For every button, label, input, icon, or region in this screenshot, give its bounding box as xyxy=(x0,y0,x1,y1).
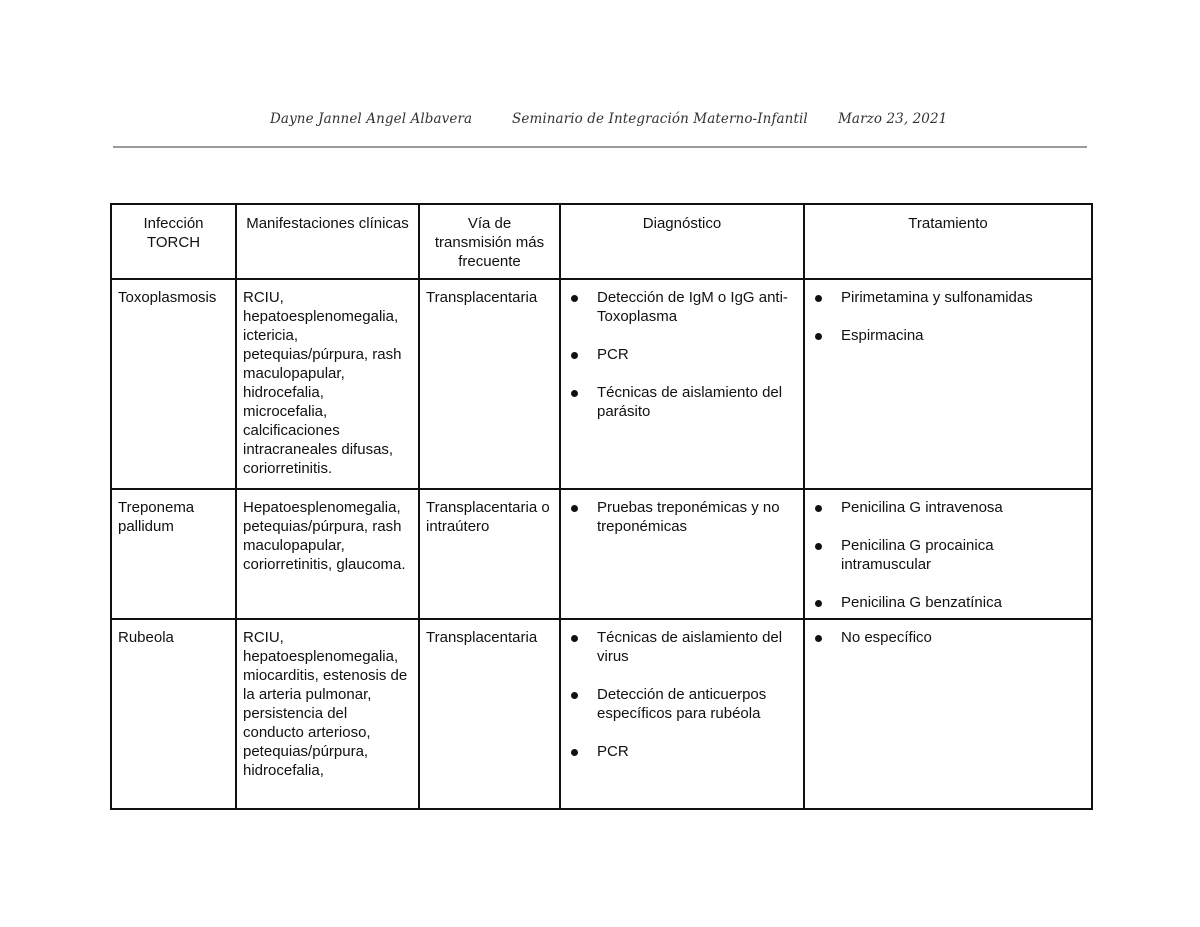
cell-transmission: Transplacentaria xyxy=(419,279,560,489)
treatment-item: Pirimetamina y sulfonamidas xyxy=(841,288,1085,307)
treatment-item: Penicilina G intravenosa xyxy=(841,498,1085,517)
diagnosis-item: Detección de IgM o IgG anti-Toxoplasma xyxy=(597,288,797,326)
header-date: Marzo 23, 2021 xyxy=(838,111,948,127)
column-header-transmission: Vía de transmisión más frecuente xyxy=(419,204,560,279)
treatment-item: Penicilina G benzatínica xyxy=(841,593,1085,612)
cell-infection: Rubeola xyxy=(111,619,236,809)
diagnosis-item: Técnicas de aislamiento del virus xyxy=(597,628,797,666)
diagnosis-item: PCR xyxy=(597,345,797,364)
cell-manifestations: Hepatoesplenomegalia, petequias/púrpura, rash maculopapular, coriorretinitis, glaucoma. xyxy=(236,489,419,619)
diagnosis-item: Pruebas treponémicas y no treponémicas xyxy=(597,498,797,536)
cell-infection: Toxoplasmosis xyxy=(111,279,236,489)
diagnosis-item: PCR xyxy=(597,742,797,761)
treatment-item: Espirmacina xyxy=(841,326,1085,345)
treatment-list xyxy=(811,628,1085,647)
cell-infection: Treponema pallidum xyxy=(111,489,236,619)
cell-manifestations: RCIU, hepatoesplenomegalia, miocarditis, estenosis de la arteria pulmonar, persistencia del conducto arterioso, petequias/púrpura, hidrocefalia, xyxy=(236,619,419,809)
treatment-list xyxy=(811,498,1085,612)
cell-treatment xyxy=(804,489,1092,619)
table-row-toxoplasmosis xyxy=(111,279,1092,489)
cell-diagnosis xyxy=(560,279,804,489)
treatment-list xyxy=(811,288,1085,345)
treatment-item: No específico xyxy=(841,628,1085,647)
cell-diagnosis xyxy=(560,619,804,809)
cell-transmission: Transplacentaria o intraútero xyxy=(419,489,560,619)
cell-treatment xyxy=(804,279,1092,489)
page-header xyxy=(0,111,1200,133)
diagnosis-item: Detección de anticuerpos específicos para rubéola xyxy=(597,685,797,723)
torch-table xyxy=(110,203,1093,810)
header-author: Dayne Jannel Angel Albavera xyxy=(270,111,473,127)
table-row-rubeola xyxy=(111,619,1092,809)
cell-diagnosis xyxy=(560,489,804,619)
header-divider xyxy=(113,146,1087,148)
table-header-row xyxy=(111,204,1092,279)
diagnosis-list xyxy=(567,498,797,536)
cell-manifestations: RCIU, hepatoesplenomegalia, ictericia, petequias/púrpura, rash maculopapular, hidrocefalia, microcefalia, calcificaciones intracraneales difusas, coriorretinitis. xyxy=(236,279,419,489)
cell-treatment xyxy=(804,619,1092,809)
table-row-treponema xyxy=(111,489,1092,619)
header-course: Seminario de Integración Materno-Infantil xyxy=(512,111,808,127)
treatment-item: Penicilina G procainica intramuscular xyxy=(841,536,1085,574)
diagnosis-item: Técnicas de aislamiento del parásito xyxy=(597,383,797,421)
diagnosis-list xyxy=(567,628,797,761)
column-header-manifestations: Manifestaciones clínicas xyxy=(236,204,419,279)
column-header-infection: Infección TORCH xyxy=(111,204,236,279)
column-header-treatment: Tratamiento xyxy=(804,204,1092,279)
cell-transmission: Transplacentaria xyxy=(419,619,560,809)
column-header-diagnosis: Diagnóstico xyxy=(560,204,804,279)
diagnosis-list xyxy=(567,288,797,421)
